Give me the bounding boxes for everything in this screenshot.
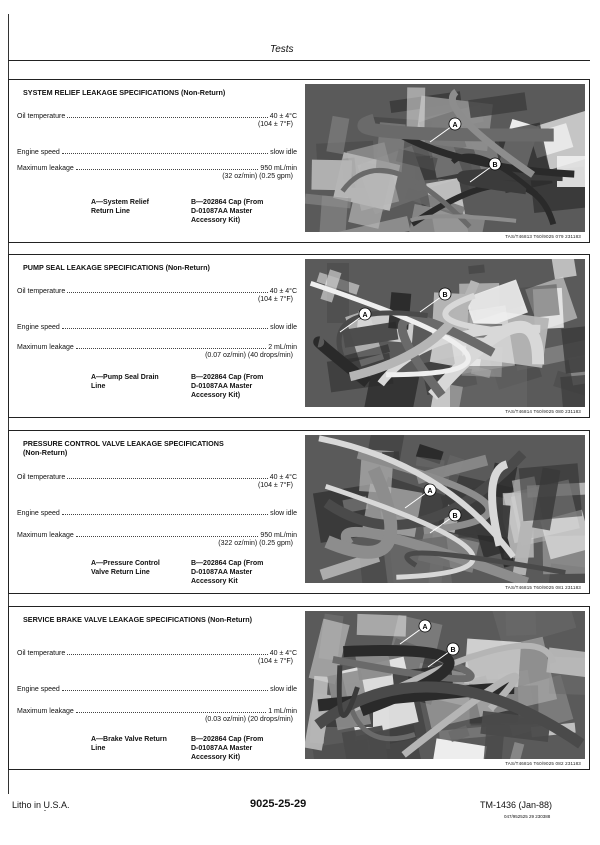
svg-text:B: B bbox=[442, 292, 448, 299]
svg-text:B: B bbox=[452, 513, 458, 520]
header-rule bbox=[8, 60, 590, 61]
leader-dots bbox=[76, 535, 259, 537]
figure-code: TAS/T46815 T60/9025 081 231183 bbox=[505, 585, 581, 590]
photo-illustration bbox=[305, 611, 585, 759]
spec-subvalue: (0.07 oz/min) (40 drops/min) bbox=[205, 352, 293, 359]
caption-a: A—Brake Valve Return Line bbox=[91, 736, 167, 752]
spec-row bbox=[17, 146, 297, 156]
spec-label: Oil temperature bbox=[17, 650, 66, 657]
spec-value: slow idle bbox=[270, 324, 297, 331]
spec-label: Maximum leakage bbox=[17, 344, 74, 351]
svg-text:B: B bbox=[450, 647, 456, 654]
spec-label: Engine speed bbox=[17, 324, 60, 331]
callout-marker bbox=[359, 308, 371, 320]
caption-a: A—System Relief Return Line bbox=[91, 199, 149, 215]
svg-text:A: A bbox=[362, 312, 368, 319]
caption-b: B—202864 Cap (From D-01087AA Master Accessory Kit) bbox=[191, 199, 264, 224]
spec-label: Engine speed bbox=[17, 510, 60, 517]
spec-value: slow idle bbox=[270, 510, 297, 517]
callout-marker bbox=[449, 118, 461, 130]
spec-section-system-relief bbox=[8, 79, 590, 243]
spec-row bbox=[17, 285, 297, 295]
spec-row bbox=[17, 705, 297, 715]
component-photo bbox=[305, 611, 585, 759]
callout-marker bbox=[424, 484, 436, 496]
photo-illustration bbox=[305, 435, 585, 583]
spec-value: 40 ± 4°C bbox=[269, 650, 297, 657]
spec-value: 1 mL/min bbox=[268, 708, 297, 715]
callout-marker bbox=[449, 509, 461, 521]
leader-dots bbox=[67, 116, 267, 118]
callout-marker bbox=[489, 158, 501, 170]
caption-b: B—202864 Cap (From D-01087AA Master Accessory Kit bbox=[191, 560, 264, 585]
spec-row bbox=[17, 507, 297, 517]
figure-code: TAS/T46813 T60/9025 079 231183 bbox=[505, 234, 581, 239]
spec-value: 2 mL/min bbox=[268, 344, 297, 351]
spec-value: 40 ± 4°C bbox=[269, 474, 297, 481]
spec-subvalue: (32 oz/min) (0.25 gpm) bbox=[222, 173, 293, 180]
spec-row bbox=[17, 647, 297, 657]
caption-a: A—Pressure Control Valve Return Line bbox=[91, 560, 160, 576]
footer-page-number: 9025-25-29 bbox=[250, 798, 307, 810]
spec-subvalue: (322 oz/min) (0.25 gpm) bbox=[218, 540, 293, 547]
svg-text:B: B bbox=[492, 162, 498, 169]
spec-subvalue: (104 ± 7°F) bbox=[257, 296, 293, 303]
spec-row bbox=[17, 110, 297, 120]
section-title: SERVICE BRAKE VALVE LEAKAGE SPECIFICATIONS (Non-Return) bbox=[23, 615, 253, 624]
footer-manual-id: TM-1436 (Jan-88) bbox=[480, 800, 553, 810]
figure-code: TAS/T46814 T60/9025 080 231183 bbox=[505, 409, 581, 414]
callout-marker bbox=[419, 620, 431, 632]
spec-subvalue: (104 ± 7°F) bbox=[257, 482, 293, 489]
section-title: PRESSURE CONTROL VALVE LEAKAGE SPECIFICATIONS (Non-Return) bbox=[23, 439, 224, 457]
spec-subvalue: (104 ± 7°F) bbox=[257, 658, 293, 665]
spec-row bbox=[17, 529, 297, 539]
leader-dots bbox=[76, 168, 259, 170]
component-photo bbox=[305, 259, 585, 407]
spec-value: 40 ± 4°C bbox=[269, 288, 297, 295]
photo-illustration bbox=[305, 84, 585, 232]
leader-dots bbox=[62, 152, 268, 154]
caption-b: B—202864 Cap (From D-01087AA Master Accessory Kit) bbox=[191, 736, 264, 761]
callout-marker bbox=[439, 288, 451, 300]
leader-dots bbox=[62, 513, 268, 515]
leader-dots bbox=[76, 347, 266, 349]
spec-subvalue: (104 ± 7°F) bbox=[257, 121, 293, 128]
spec-section-pump-seal bbox=[8, 254, 590, 418]
component-photo bbox=[305, 435, 585, 583]
spec-row bbox=[17, 471, 297, 481]
leader-dots bbox=[76, 711, 266, 713]
spec-label: Oil temperature bbox=[17, 474, 66, 481]
spec-value: slow idle bbox=[270, 686, 297, 693]
spec-section-service-brake-valve bbox=[8, 606, 590, 770]
spec-value: 950 mL/min bbox=[260, 532, 297, 539]
spec-subvalue: (0.03 oz/min) (20 drops/min) bbox=[205, 716, 293, 723]
spec-label: Maximum leakage bbox=[17, 532, 74, 539]
figure-code: TAS/T46816 T60/9025 082 231183 bbox=[505, 761, 581, 766]
footer-code: 047/952525 29 230388 bbox=[504, 814, 551, 819]
svg-text:A: A bbox=[452, 122, 458, 129]
spec-row bbox=[17, 683, 297, 693]
leader-dots bbox=[67, 653, 267, 655]
callout-marker bbox=[447, 643, 459, 655]
spec-value: 40 ± 4°C bbox=[269, 113, 297, 120]
footer-litho: Litho in U.S.A. bbox=[12, 800, 70, 810]
spec-row bbox=[17, 162, 297, 172]
spec-label: Oil temperature bbox=[17, 113, 66, 120]
photo-illustration bbox=[305, 259, 585, 407]
spec-value: 950 mL/min bbox=[260, 165, 297, 172]
caption-a: A—Pump Seal Drain Line bbox=[91, 374, 159, 390]
spec-section-pressure-control-valve bbox=[8, 430, 590, 594]
spec-label: Oil temperature bbox=[17, 288, 66, 295]
svg-text:A: A bbox=[422, 624, 428, 631]
spec-label: Maximum leakage bbox=[17, 165, 74, 172]
leader-dots bbox=[62, 327, 268, 329]
component-photo bbox=[305, 84, 585, 232]
leader-dots bbox=[62, 689, 268, 691]
spec-label: Engine speed bbox=[17, 686, 60, 693]
spec-label: Engine speed bbox=[17, 149, 60, 156]
caption-b: B—202864 Cap (From D-01087AA Master Accessory Kit) bbox=[191, 374, 264, 399]
spec-row bbox=[17, 321, 297, 331]
spec-row bbox=[17, 341, 297, 351]
spec-value: slow idle bbox=[270, 149, 297, 156]
leader-dots bbox=[67, 291, 267, 293]
section-title: SYSTEM RELIEF LEAKAGE SPECIFICATIONS (Non-Return) bbox=[23, 88, 226, 97]
footer-mark: ˇ bbox=[44, 811, 46, 817]
section-title: PUMP SEAL LEAKAGE SPECIFICATIONS (Non-Return) bbox=[23, 263, 210, 272]
spec-label: Maximum leakage bbox=[17, 708, 74, 715]
svg-text:A: A bbox=[427, 488, 433, 495]
page-header-title: Tests bbox=[270, 44, 294, 55]
leader-dots bbox=[67, 477, 267, 479]
